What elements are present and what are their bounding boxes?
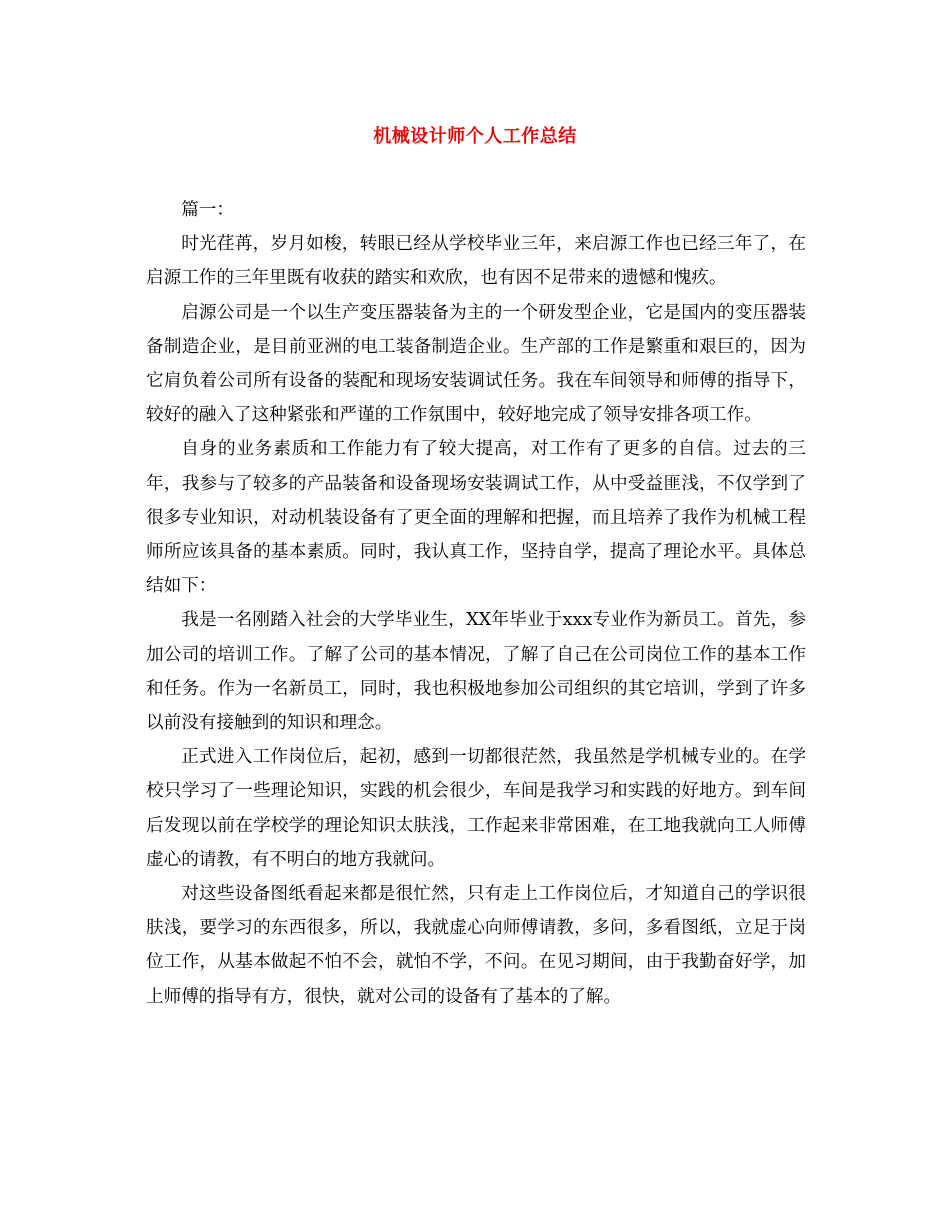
paragraph: 我是一名刚踏入社会的大学毕业生，XX年毕业于xxx专业作为新员工。首先，参加公司的培训工作。了解了公司的基本情况，了解了自己在公司岗位工作的基本工作和任务。作为一名新员工，同时，我也积极地参加公司组织的其它培训，学到了许多以前没有接触到的知识和理念。 <box>146 610 806 734</box>
document-body <box>146 193 806 1014</box>
paragraph-heading: 篇一： <box>181 200 234 220</box>
paragraph: 自身的业务素质和工作能力有了较大提高，对工作有了更多的自信。过去的三年，我参与了较多的产品装备和设备现场安装调试工作，从中受益匪浅，不仅学到了很多专业知识，对动机装设备有了更全面的理解和把握，而且培养了我作为机械工程师所应该具备的基本素质。同时，我认真工作，坚持自学，提高了理论水平。具体总结如下： <box>146 439 806 597</box>
paragraph: 正式进入工作岗位后，起初，感到一切都很茫然，我虽然是学机械专业的。在学校只学习了一些理论知识，实践的机会很少，车间是我学习和实践的好地方。到车间后发现以前在学校学的理论知识太肤浅，工作起来非常困难，在工地我就向工人师傅虚心的请教，有不明白的地方我就问。 <box>146 747 806 870</box>
paragraph: 时光荏苒，岁月如梭，转眼已经从学校毕业三年，来启源工作也已经三年了，在启源工作的三年里既有收获的踏实和欢欣，也有因不足带来的遗憾和愧疚。 <box>146 234 806 289</box>
paragraph: 启源公司是一个以生产变压器装备为主的一个研发型企业，它是国内的变压器装备制造企业，是目前亚洲的电工装备制造企业。生产部的工作是繁重和艰巨的，因为它肩负着公司所有设备的装配和现场安装调试任务。我在车间领导和师傅的指导下，较好的融入了这种紧张和严谨的工作氛围中，较好地完成了领导安排各项工作。 <box>146 302 806 426</box>
paragraph: 对这些设备图纸看起来都是很忙然，只有走上工作岗位后，才知道自己的学识很肤浅，要学习的东西很多，所以，我就虚心向师傅请教，多问，多看图纸，立足于岗位工作，从基本做起不怕不会，就怕不学，不问。在见习期间，由于我勤奋好学，加上师傅的指导有方，很快，就对公司的设备有了基本的了解。 <box>146 884 806 1007</box>
document-title: 机械设计师个人工作总结 <box>373 126 577 147</box>
